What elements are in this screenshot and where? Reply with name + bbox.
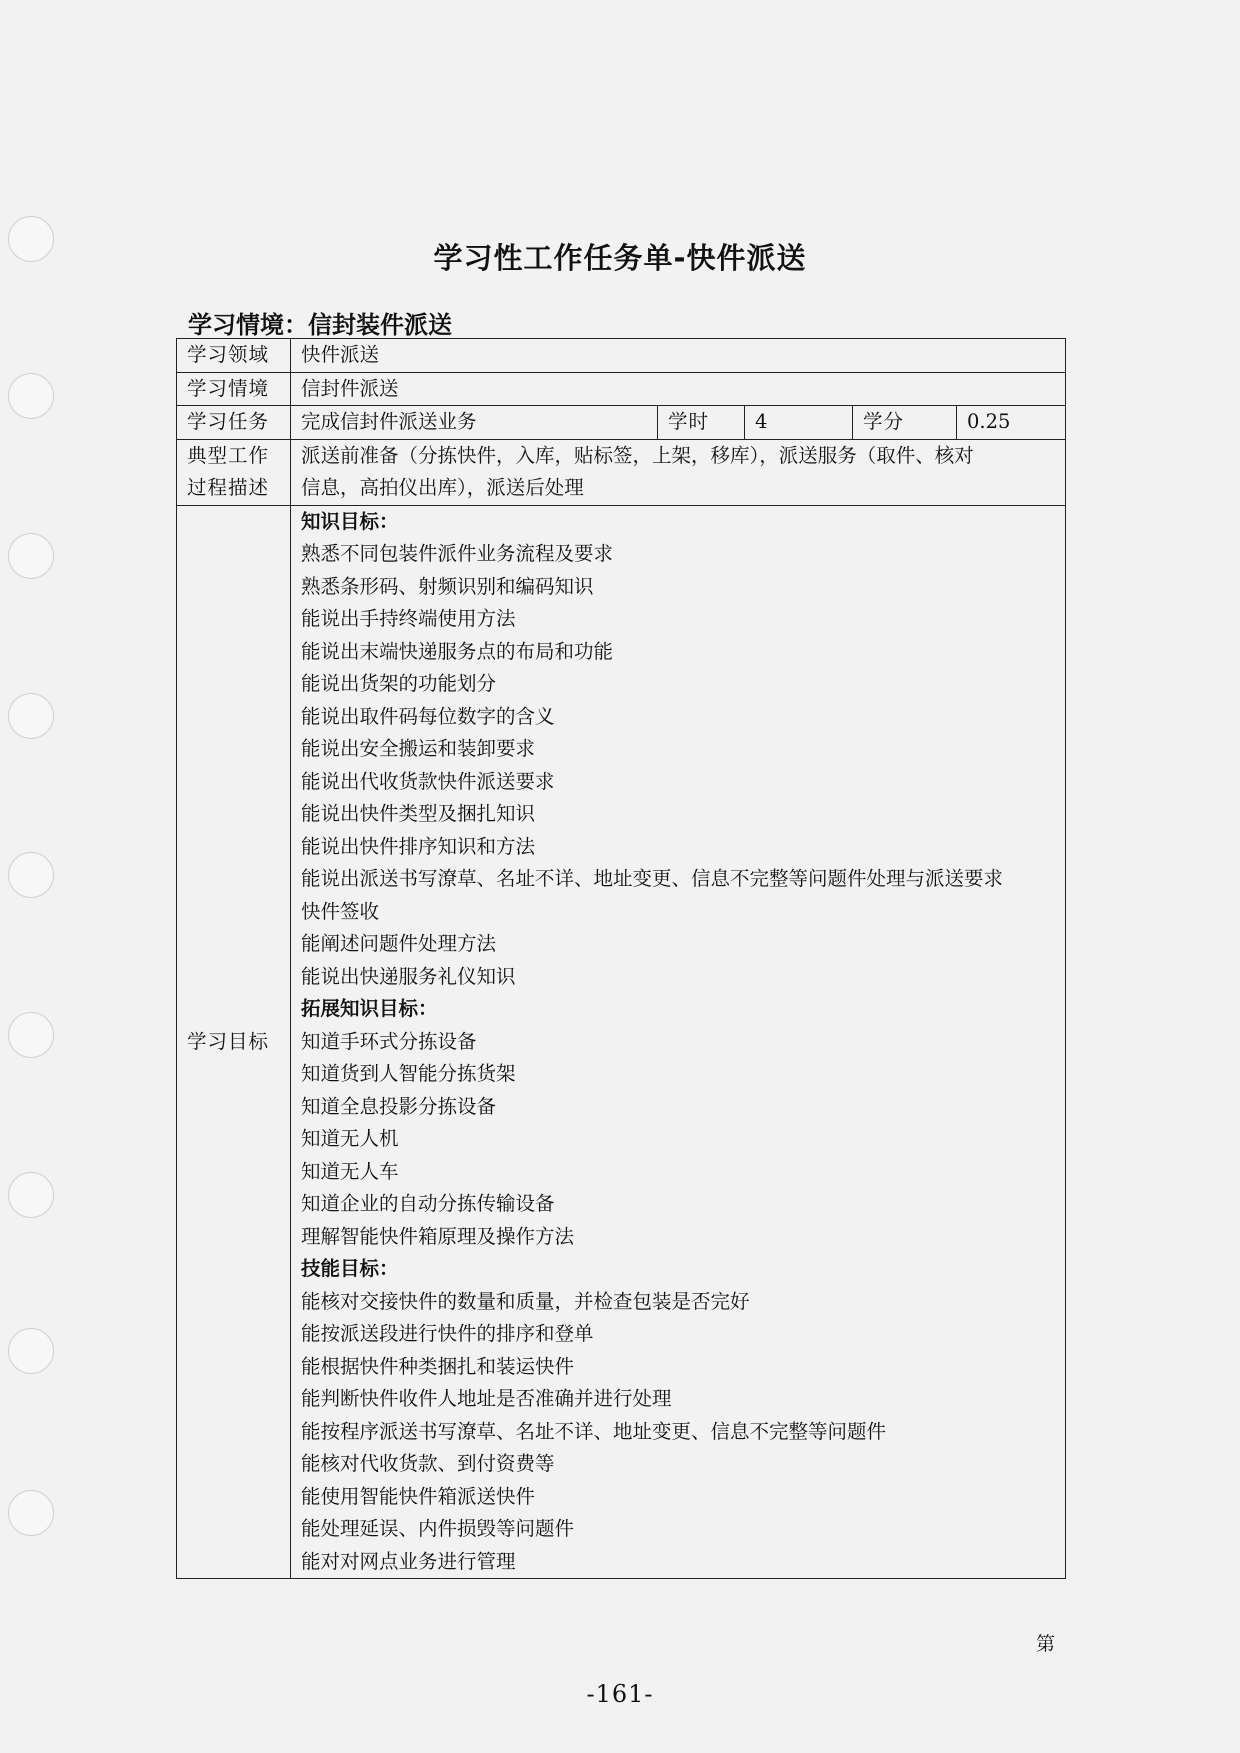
list-item: 能说出派送书写潦草、名址不详、地址变更、信息不完整等问题件处理与派送要求 [301, 867, 1004, 890]
binder-hole [8, 1172, 54, 1218]
list-item: 知道无人机 [301, 1127, 399, 1150]
skill-list [301, 1286, 1055, 1579]
process-line: 派送前准备（分拣快件，入库，贴标签，上架，移库），派送服务（取件、核对 [301, 443, 974, 467]
process-label-line: 典型工作 [187, 443, 270, 467]
process-label-line: 过程描述 [187, 476, 270, 499]
goals-label: 学习目标 [177, 505, 291, 1579]
process-label [177, 439, 291, 505]
list-item: 知道企业的自动分拣传输设备 [301, 1192, 555, 1215]
process-line: 信息，高拍仪出库），派送后处理 [301, 476, 584, 499]
list-item: 能说出代收货款快件派送要求 [301, 769, 555, 793]
list-item: 能处理延误、内件损毁等问题件 [301, 1517, 575, 1540]
binder-hole [8, 852, 54, 898]
knowledge-heading: 知识目标： [301, 509, 399, 533]
binder-hole [8, 533, 54, 579]
list-item: 快件签收 [301, 899, 380, 923]
credit-label: 学分 [853, 406, 957, 440]
table-row [177, 339, 1066, 373]
table-row [177, 439, 1066, 505]
list-item: 知道无人车 [301, 1159, 399, 1183]
list-item: 能说出手持终端使用方法 [301, 607, 516, 630]
binder-hole [8, 1012, 54, 1058]
list-item: 能按派送段进行快件的排序和登单 [301, 1322, 594, 1345]
list-item: 能根据快件种类捆扎和装运快件 [301, 1354, 575, 1378]
list-item: 理解智能快件箱原理及操作方法 [301, 1224, 575, 1248]
domain-label: 学习领域 [177, 339, 291, 373]
skill-heading: 技能目标： [301, 1257, 399, 1280]
hours-value: 4 [745, 406, 853, 440]
ext-heading: 拓展知识目标： [301, 997, 438, 1020]
list-item: 能判断快件收件人地址是否准确并进行处理 [301, 1387, 672, 1410]
page-title: 学习性工作任务单-快件派送 [433, 241, 807, 275]
binder-hole [8, 693, 54, 739]
list-item: 知道手环式分拣设备 [301, 1029, 477, 1053]
list-item: 知道货到人智能分拣货架 [301, 1062, 516, 1085]
list-item: 知道全息投影分拣设备 [301, 1094, 497, 1118]
list-item: 熟悉不同包装件派件业务流程及要求 [301, 542, 614, 565]
task-label: 学习任务 [177, 406, 291, 440]
footer-di: 第 [1036, 1633, 1056, 1655]
situation-value: 信封件派送 [291, 372, 1066, 406]
list-item: 能说出安全搬运和装卸要求 [301, 737, 536, 760]
page-number: -161- [586, 1680, 654, 1708]
list-item: 能说出货架的功能划分 [301, 672, 497, 695]
list-item: 能阐述问题件处理方法 [301, 932, 497, 955]
ext-list [301, 1026, 1055, 1254]
list-item: 能核对代收货款、到付资费等 [301, 1452, 555, 1475]
credit-value: 0.25 [957, 406, 1066, 440]
list-item: 熟悉条形码、射频识别和编码知识 [301, 574, 594, 598]
task-value: 完成信封件派送业务 [291, 406, 658, 440]
domain-value: 快件派送 [291, 339, 1066, 373]
list-item: 能说出快件类型及捆扎知识 [301, 802, 536, 825]
list-item: 能说出快件排序知识和方法 [301, 834, 536, 858]
binder-hole [8, 373, 54, 419]
list-item: 能说出取件码每位数字的含义 [301, 704, 555, 728]
list-item: 能对对网点业务进行管理 [301, 1549, 516, 1573]
list-item: 能说出末端快递服务点的布局和功能 [301, 639, 614, 663]
list-item: 能使用智能快件箱派送快件 [301, 1484, 536, 1508]
knowledge-list [301, 538, 1055, 993]
list-item: 能核对交接快件的数量和质量，并检查包装是否完好 [301, 1289, 750, 1313]
table-row [177, 372, 1066, 406]
task-table [176, 338, 1066, 1579]
list-item: 能说出快递服务礼仪知识 [301, 964, 516, 988]
situation-heading: 学习情境：信封装件派送 [188, 311, 452, 339]
binder-hole [8, 1328, 54, 1374]
list-item: 能按程序派送书写潦草、名址不详、地址变更、信息不完整等问题件 [301, 1419, 887, 1443]
process-description [291, 439, 1066, 505]
hours-label: 学时 [658, 406, 745, 440]
table-row [177, 505, 1066, 1579]
goals-cell [291, 505, 1066, 1579]
table-row [177, 406, 1066, 440]
binder-hole [8, 1490, 54, 1536]
situation-label: 学习情境 [177, 372, 291, 406]
